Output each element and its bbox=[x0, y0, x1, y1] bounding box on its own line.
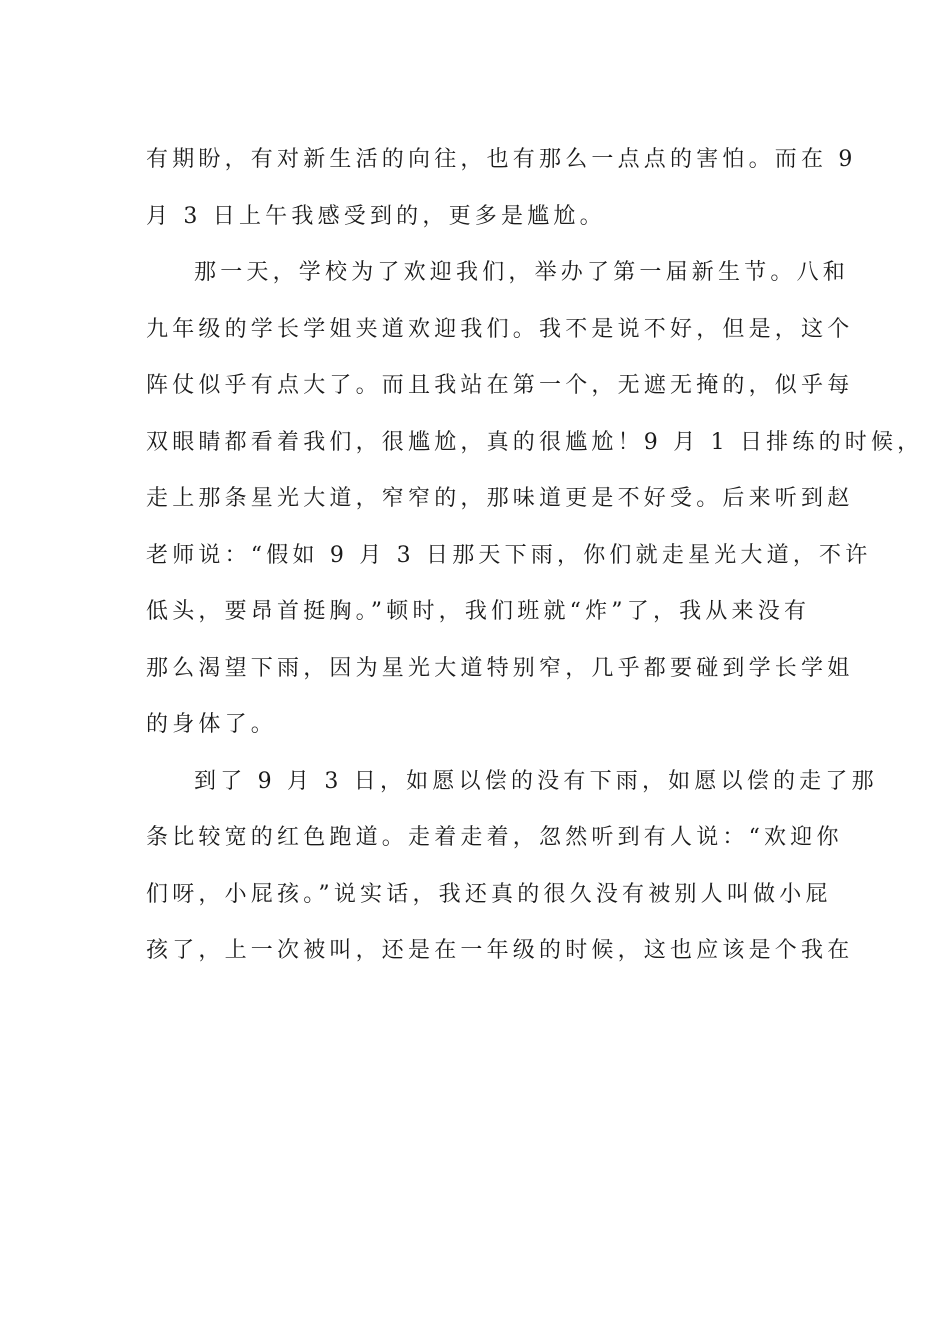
text-line: 有期盼，有对新生活的向往，也有那么一点点的害怕。而在 9 bbox=[146, 147, 857, 172]
text-line: 老师说：“假如 9 月 3 日那天下雨，你们就走星光大道，不许 bbox=[146, 542, 872, 568]
text-line: 条比较宽的红色跑道。走着走着，忽然听到有人说：“欢迎你 bbox=[146, 825, 843, 850]
text-line: 低头，要昂首挺胸。”顿时，我们班就“炸”了，我从来没有 bbox=[146, 599, 811, 624]
paragraph-start-line: 那一天，学校为了欢迎我们，举办了第一届新生节。八和 bbox=[194, 260, 850, 285]
text-line: 那么渴望下雨，因为星光大道特别窄，几乎都要碰到学长学姐 bbox=[146, 655, 854, 681]
text-line: 的身体了。 bbox=[146, 712, 278, 737]
text-line: 双眼睛都看着我们，很尴尬，真的很尴尬！9 月 1 日排练的时候， bbox=[146, 429, 924, 455]
paragraph-start-line: 到了 9 月 3 日，如愿以偿的没有下雨，如愿以偿的走了那 bbox=[194, 768, 878, 794]
text-line: 阵仗似乎有点大了。而且我站在第一个，无遮无掩的，似乎每 bbox=[146, 373, 854, 398]
body-text bbox=[146, 132, 924, 980]
text-line: 九年级的学长学姐夹道欢迎我们。我不是说不好，但是，这个 bbox=[146, 316, 854, 342]
text-line: 走上那条星光大道，窄窄的，那味道更是不好受。后来听到赵 bbox=[146, 486, 854, 511]
text-line: 孩了，上一次被叫，还是在一年级的时候，这也应该是个我在 bbox=[146, 938, 854, 963]
text-line: 月 3 日上午我感受到的，更多是尴尬。 bbox=[146, 203, 606, 229]
text-line: 们呀，小屁孩。”说实话，我还真的很久没有被别人叫做小屁 bbox=[146, 881, 832, 907]
